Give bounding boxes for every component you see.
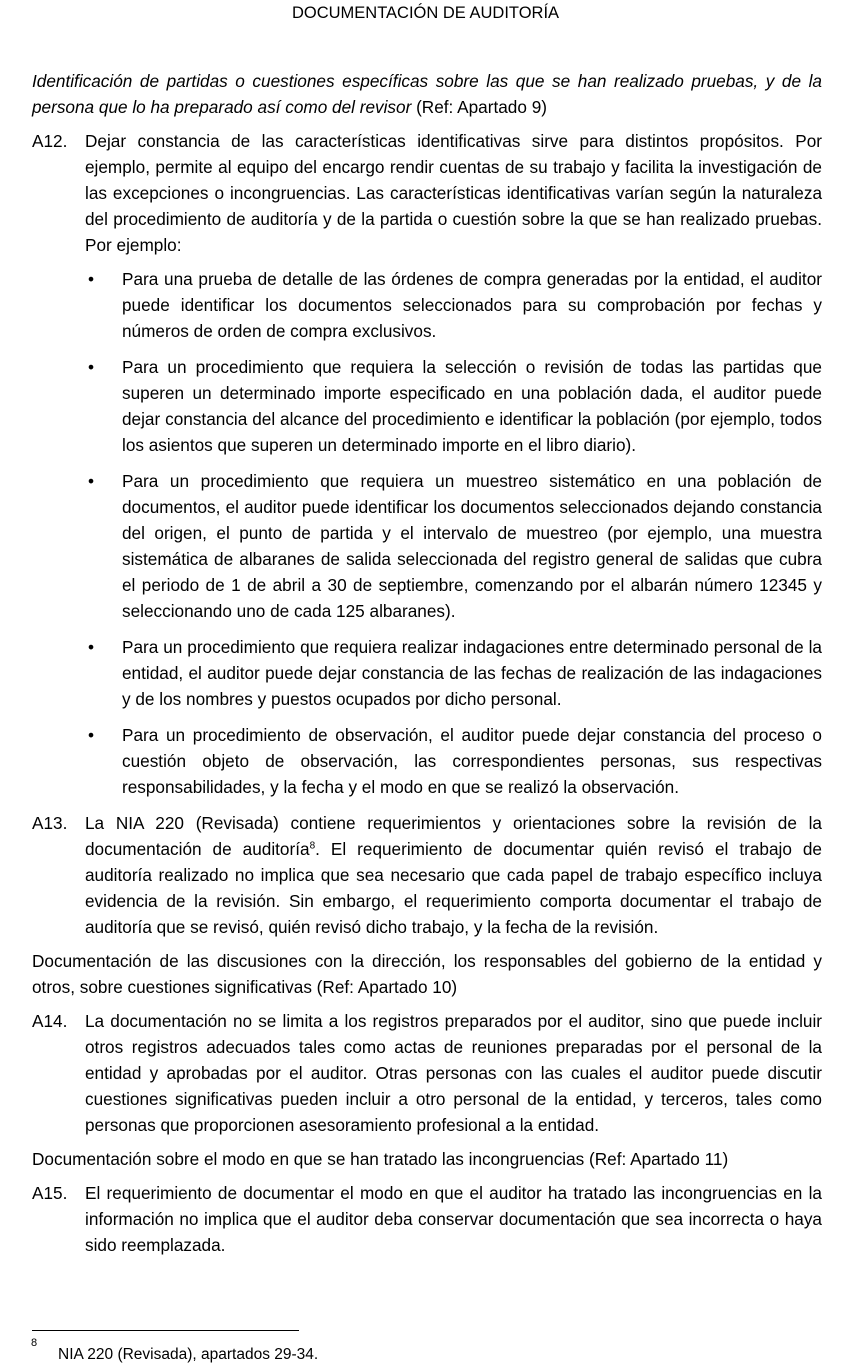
paragraph-text: El requerimiento de documentar el modo en que el auditor ha tratado las incongruencias en la información no implica que el auditor deba conservar documentación que sea incorrecta o haya sido reemplazada. (85, 1183, 822, 1255)
page-header: DOCUMENTACIÓN DE AUDITORÍA (291, 4, 560, 22)
paragraph-text-part: . El requerimiento de documentar quién revisó el trabajo de auditoría realizado no implica que sea necesario que cada papel de trabajo específico incluya evidencia de la revisión. Sin embargo, el requerimiento comporta documentar el trabajo de auditoría que se revisó, quién revisó dicho trabajo, y la fecha de la revisión. (85, 839, 822, 937)
document-body (32, 68, 822, 1266)
section-heading-discussions: Documentación de las discusiones con la dirección, los responsables del gobierno de la entidad y otros, sobre cuestiones significativas (Ref: Apartado 10) (32, 951, 822, 997)
list-item (85, 354, 822, 458)
list-item (85, 722, 822, 800)
list-item-text: Para un procedimiento de observación, el auditor puede dejar constancia del proceso o cuestión objeto de observación, las correspondientes personas, sus respectivas responsabilidades, y la fecha y el modo en que se realizó la observación. (122, 725, 822, 797)
footnote-text: NIA 220 (Revisada), apartados 29-34. (58, 1346, 319, 1363)
bullet-icon: • (88, 725, 95, 745)
paragraph-a14 (32, 1008, 822, 1138)
paragraph-a15 (32, 1180, 822, 1258)
section-heading-inconsistencies: Documentación sobre el modo en que se han tratado las incongruencias (Ref: Apartado 11) (32, 1149, 729, 1169)
footnote-divider (32, 1330, 299, 1331)
paragraph-text-part: La NIA 220 (Revisada) contiene requerimientos y orientaciones sobre la revisión de la documentación de auditoría (85, 813, 822, 859)
bullet-icon: • (88, 471, 95, 491)
section-heading-identification (32, 68, 822, 120)
paragraph-number: A12. (32, 131, 68, 151)
list-item (85, 468, 822, 624)
bullet-icon: • (88, 637, 95, 657)
paragraph-a13 (32, 810, 822, 940)
section-heading-ref: (Ref: Apartado 9) (411, 97, 547, 117)
paragraph-text: Dejar constancia de las características identificativas sirve para distintos propósitos. Por ejemplo, permite al equipo del encargo rendir cuentas de su trabajo y facilita la investigación de las excepciones o incongruencias. Las características identificativas varían según la naturaleza del procedimiento de auditoría y de la partida o cuestión sobre la que se han realizado pruebas. Por ejemplo: (85, 131, 822, 255)
paragraph-number: A15. (32, 1183, 68, 1203)
section-heading-text: Identificación de partidas o cuestiones específicas sobre las que se han realizado pruebas, y de la persona que lo ha preparado así como del revisor (32, 71, 822, 117)
bullet-icon: • (88, 269, 95, 289)
footnote-reference[interactable]: 8 (309, 840, 316, 852)
paragraph-a12 (32, 128, 822, 258)
list-item-text: Para un procedimiento que requiera un muestreo sistemático en una población de documentos, el auditor puede identificar los documentos seleccionados dejando constancia del origen, el punto de partida y el intervalo de muestreo (por ejemplo, una muestra sistemática de albaranes de salida seleccionada del registro general de salidas que cubra el periodo de 1 de abril a 30 de septiembre, comenzando por el albarán número 12345 y seleccionando uno de cada 125 albaranes). (122, 471, 822, 621)
bullet-list (85, 266, 822, 800)
paragraph-number: A14. (32, 1011, 68, 1031)
paragraph-text: La documentación no se limita a los registros preparados por el auditor, sino que puede incluir otros registros adecuados tales como actas de reuniones preparadas por el personal de la entidad y aprobadas por el auditor. Otras personas con las cuales el auditor puede discutir cuestiones significativas pueden incluir a otro personal de la entidad, y terceros, tales como personas que proporcionen asesoramiento profesional a la entidad. (85, 1011, 822, 1135)
list-item-text: Para una prueba de detalle de las órdenes de compra generadas por la entidad, el auditor puede identificar los documentos seleccionados para su comprobación por fechas y números de orden de compra exclusivos. (122, 269, 822, 341)
bullet-icon: • (88, 357, 95, 377)
list-item (85, 634, 822, 712)
paragraph-text (85, 810, 822, 940)
paragraph-number: A13. (32, 813, 68, 833)
footnote-number: 8 (31, 1337, 38, 1349)
list-item-text: Para un procedimiento que requiera realizar indagaciones entre determinado personal de la entidad, el auditor puede dejar constancia de las fechas de realización de las indagaciones y de los nombres y puestos ocupados por dicho personal. (122, 637, 822, 709)
list-item-text: Para un procedimiento que requiera la selección o revisión de todas las partidas que superen un determinado importe especificado en una población dada, el auditor puede dejar constancia del alcance del procedimiento e identificar la población (por ejemplo, todos los asientos que superen un determinado importe en el libro diario). (122, 357, 822, 455)
list-item (85, 266, 822, 344)
